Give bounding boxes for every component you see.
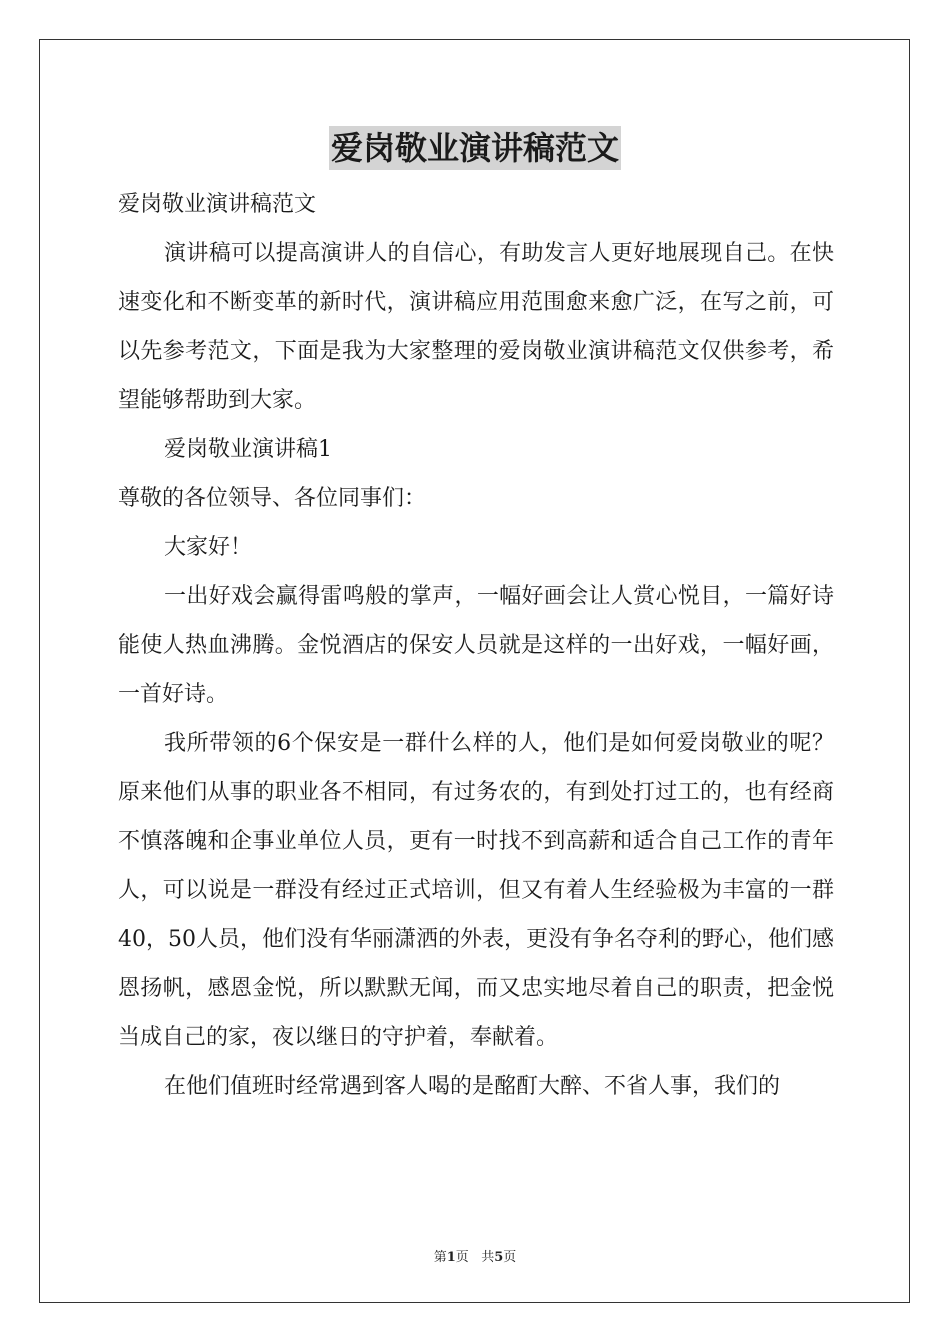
document-body: [118, 180, 834, 1111]
paragraph: 尊敬的各位领导、各位同事们：: [118, 486, 427, 511]
total-prefix: 共: [481, 1250, 495, 1265]
page-prefix: 第: [433, 1250, 447, 1265]
page-suffix: 页: [455, 1250, 469, 1265]
page-number: 1: [446, 1250, 456, 1265]
paragraph: 演讲稿可以提高演讲人的自信心，有助发言人更好地展现自己。在快速变化和不断变革的新时代，演讲稿应用范围愈来愈广泛，在写之前，可以先参考范文，下面是我为大家整理的爱岗敬业演讲稿范文仅供参考，希望能够帮助到大家。: [118, 241, 834, 413]
total-pages: 5: [494, 1250, 504, 1265]
paragraph: 在他们值班时经常遇到客人喝的是酩酊大醉、不省人事，我们的: [164, 1074, 781, 1099]
paragraph: 大家好！: [164, 535, 253, 560]
paragraph: 爱岗敬业演讲稿范文: [118, 192, 317, 217]
paragraph: 一出好戏会赢得雷鸣般的掌声，一幅好画会让人赏心悦目，一篇好诗能使人热血沸腾。金悦酒店的保安人员就是这样的一出好戏，一幅好画，一首好诗。: [118, 584, 834, 707]
document-title: 爱岗敬业演讲稿范文: [329, 126, 621, 170]
paragraph: 我所带领的6个保安是一群什么样的人，他们是如何爱岗敬业的呢？原来他们从事的职业各不相同，有过务农的，有到处打过工的，也有经商不慎落魄和企事业单位人员，更有一时找不到高薪和适合自己工作的青年人，可以说是一群没有经过正式培训，但又有着人生经验极为丰富的一群40，50人员，他们没有华丽潇洒的外表，更没有争名夺利的野心，他们感恩扬帆，感恩金悦，所以默默无闻，而又忠实地尽着自己的职责，把金悦当成自己的家，夜以继日的守护着，奉献着。: [118, 731, 834, 1050]
paragraph: 爱岗敬业演讲稿1: [164, 437, 332, 462]
total-suffix: 页: [503, 1250, 517, 1265]
page-footer: [0, 1246, 950, 1265]
title-container: [0, 126, 950, 170]
